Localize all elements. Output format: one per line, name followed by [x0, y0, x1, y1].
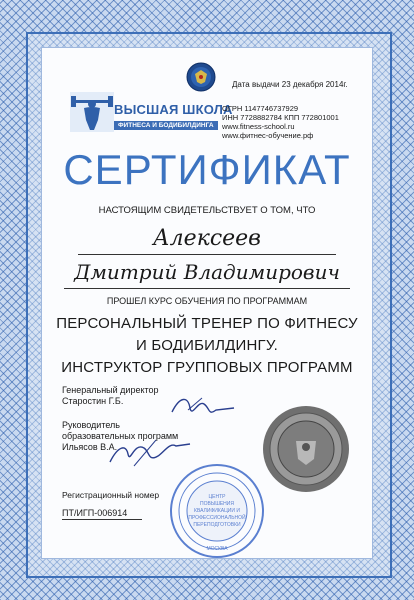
recipient-surname: Алексеев — [153, 226, 261, 251]
bodybuilder-logo-icon — [70, 92, 114, 132]
embossed-seal — [262, 405, 350, 493]
website-link-rf[interactable]: www.фитнес-обучение.рф — [222, 131, 314, 140]
program-line-2: И БОДИБИЛДИНГУ. — [136, 337, 278, 354]
svg-text:МОСКВА: МОСКВА — [206, 546, 228, 552]
given-names-underline — [64, 288, 350, 289]
surname-underline — [78, 254, 336, 255]
ogrn-text: ОГРН 1147746737929 — [222, 104, 299, 113]
website-link[interactable]: www.fitness-school.ru — [222, 122, 295, 131]
head-title-2: образовательных программ — [62, 431, 179, 441]
logo-title: ВЫСШАЯ ШКОЛА — [114, 102, 233, 117]
issue-date: Дата выдачи 23 декабря 2014г. — [232, 80, 348, 89]
registration-number: ПТ/ИГП-006914 — [62, 508, 142, 520]
logo-subtitle: ФИТНЕСА И БОДИБИЛДИНГА — [114, 121, 218, 130]
director-name: Старостин Г.Б. — [62, 396, 124, 406]
svg-text:ПЕРЕПОДГОТОВКИ: ПЕРЕПОДГОТОВКИ — [193, 522, 241, 528]
program-line-3: ИНСТРУКТОР ГРУППОВЫХ ПРОГРАММ — [61, 359, 353, 376]
program-line-1: ПЕРСОНАЛЬНЫЙ ТРЕНЕР ПО ФИТНЕСУ — [56, 315, 358, 332]
inn-text: ИНН 7728882784 КПП 772801001 — [222, 113, 339, 122]
svg-text:КВАЛИФИКАЦИИ И: КВАЛИФИКАЦИИ И — [194, 508, 240, 514]
head-title-1: Руководитель — [62, 420, 120, 430]
state-emblem-icon — [186, 62, 216, 92]
recipient-given-names: Дмитрий Владимирович — [74, 260, 340, 284]
witness-text: НАСТОЯЩИМ СВИДЕТЕЛЬСТВУЕТ О ТОМ, ЧТО — [98, 205, 316, 216]
svg-text:ПРОФЕССИОНАЛЬНОЙ: ПРОФЕССИОНАЛЬНОЙ — [188, 515, 246, 521]
director-signature — [168, 390, 238, 424]
director-title: Генеральный директор — [62, 385, 159, 395]
official-stamp — [168, 462, 266, 560]
svg-text:ПОВЫШЕНИЯ: ПОВЫШЕНИЯ — [200, 501, 234, 507]
svg-text:ЦЕНТР: ЦЕНТР — [208, 494, 226, 500]
course-intro: ПРОШЕЛ КУРС ОБУЧЕНИЯ ПО ПРОГРАММАМ — [106, 296, 308, 306]
certificate-title: СЕРТИФИКАТ — [63, 146, 351, 193]
head-name: Ильясов В.А. — [62, 442, 118, 452]
registration-label: Регистрационный номер — [62, 490, 160, 500]
